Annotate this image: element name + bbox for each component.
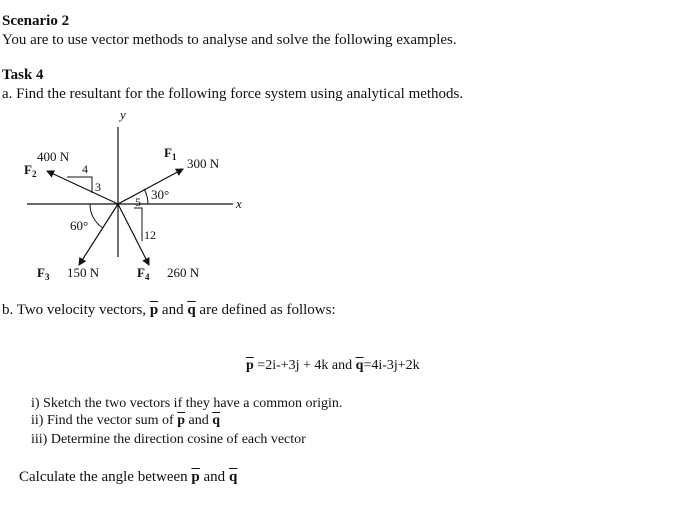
f1-angle: 30° [151,187,170,202]
f2-value: 400 N [37,149,70,164]
f2-label: $F_2$ [24,162,37,179]
f4-slope-rise: 12 [144,228,156,242]
y-axis-label: y [120,107,126,122]
f3-angle-arc [90,204,103,228]
f1-label: $F_1$ [164,145,177,162]
scenario-intro: You are to use vector methods to analyse and solve the following examples. [2,32,457,48]
f4-slope-triangle [134,208,142,241]
f4-slope-run: 5 [135,195,141,209]
item-i: i) Sketch the two vectors if they have a common origin. [31,396,343,411]
task-heading: Task 4 [2,67,44,83]
x-axis-label: x [236,196,242,211]
f1-angle-arc [144,189,148,204]
vector-p-symbol: $\overline{p}$ [149,302,159,318]
f4-label: $F_4$ [137,265,150,282]
f3-angle: 60° [70,218,89,233]
f3-value: 150 N [67,265,100,280]
part-b-intro: b. Two velocity vectors, $\overline{p}$ and $\overline{q}$ are defined as follows: [2,302,336,318]
item-ii: ii) Find the vector sum of $\overline{p}$ and $\overline{q}$ [31,413,221,428]
f4-value: 260 N [167,265,200,280]
scenario-heading: Scenario 2 [2,13,70,29]
vector-q-symbol: $\overline{q}$ [187,302,196,318]
angle-question: Calculate the angle between $\overline{p}$ and $\overline{q}$ [19,469,238,485]
vector-definitions: $\overline{p} =2i-+3j + 4k$ and $\overline{q}=4i-3j+2k$ [246,358,420,373]
f2-slope-rise: 3 [95,180,101,194]
task-part-a: a. Find the resultant for the following force system using analytical methods. [2,86,464,102]
f3-label: $F_3$ [37,265,50,282]
f1-value: 300 N [187,156,220,171]
f3-vector-arrow [79,204,118,265]
force-diagram [0,105,700,305]
f2-slope-run: 4 [82,162,88,176]
item-iii: iii) Determine the direction cosine of each vector [31,432,306,447]
